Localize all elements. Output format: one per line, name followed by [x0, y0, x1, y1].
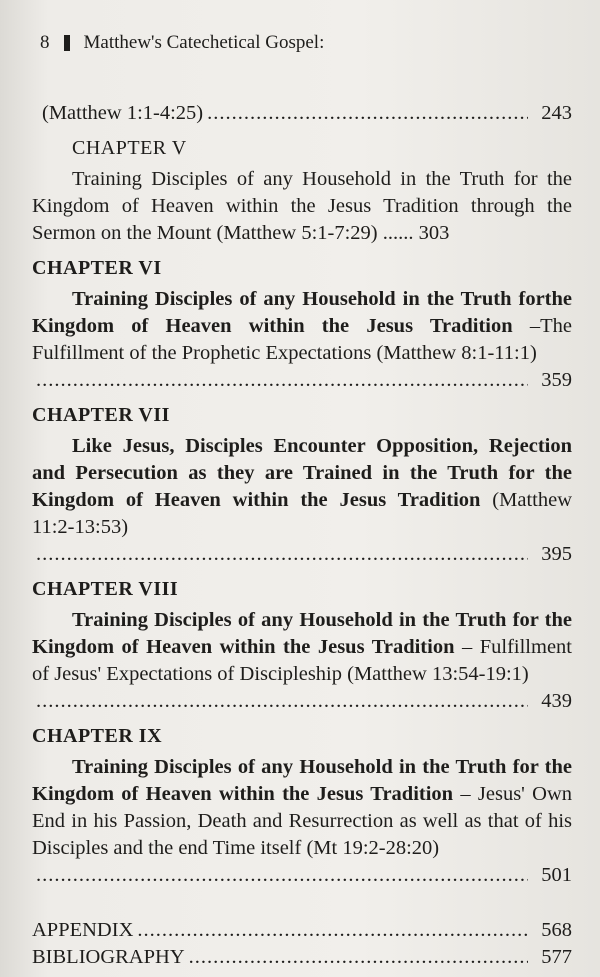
chapter-ix-entry — [32, 754, 572, 862]
chapter-viii-entry — [32, 607, 572, 688]
chapter-viii-page: 439 — [541, 690, 572, 712]
bibliography-label: BIBLIOGRAPHY — [32, 946, 185, 968]
chapter-heading-viii: CHAPTER VIII — [32, 578, 179, 600]
chapter-ix-title-rest: – Jesus' Own End in his Passion, Death and Resurrection as well as that of his Disciples and the end Time itself (Mt 19:2-28:20) — [32, 783, 572, 859]
chapter-viii-page-line — [32, 688, 572, 715]
chapter-vi-page-line — [32, 367, 572, 394]
header-bullet — [64, 35, 70, 51]
chapter-vii-entry — [32, 433, 572, 541]
toc-entry-bibliography — [32, 944, 572, 971]
leader-dots — [36, 367, 528, 394]
appendix-label: APPENDIX — [32, 919, 134, 941]
toc-entry-ch4-end — [32, 100, 572, 127]
chapter-vii-page-line — [32, 541, 572, 568]
toc-entry-appendix — [32, 917, 572, 944]
running-header — [40, 32, 324, 54]
chapter-v-page: 303 — [418, 222, 450, 244]
appendix-page: 568 — [541, 919, 572, 941]
leader-dots — [36, 862, 528, 889]
chapter-vi-title-bold: Training Disciples of any Household in the Truth forthe Kingdom of Heaven within the Jesus Tradition — [32, 288, 572, 337]
chapter-ix-page-line — [32, 862, 572, 889]
leader-dots — [36, 541, 528, 568]
chapter-viii-title-rest: – Fulfillment of Jesus' Expectations of Discipleship (Matthew 13:54-19:1) — [32, 636, 572, 685]
table-of-contents — [32, 100, 572, 971]
chapter-ix-title-bold: Training Disciples of any Household in the Truth for the Kingdom of Heaven within the Jesus Tradition — [32, 756, 572, 805]
page-number: 8 — [40, 32, 50, 53]
chapter-heading-vi: CHAPTER VI — [32, 257, 162, 279]
chapter-heading-vii: CHAPTER VII — [32, 404, 170, 426]
chapter-v-entry — [32, 166, 572, 247]
chapter-heading-v: CHAPTER V — [72, 137, 187, 159]
chapter-vii-title-rest: (Matthew 11:2-13:53) — [32, 489, 572, 538]
leader-dots — [36, 688, 528, 715]
leader-dots — [137, 917, 528, 944]
chapter-vii-page: 395 — [541, 543, 572, 565]
chapter-v-title: Training Disciples of any Household in the Truth for the Kingdom of Heaven within the Jesus Tradition through the Sermon on the Mount (Matthew 5:1-7:29) — [32, 168, 572, 244]
chapter-v-dots: ...... — [382, 222, 414, 244]
chapter-ix-page: 501 — [541, 864, 572, 886]
chapter-vi-title-rest: –The Fulfillment of the Prophetic Expectations (Matthew 8:1-11:1) — [32, 315, 573, 364]
chapter-vi-page: 359 — [541, 369, 572, 391]
toc-entry-text: (Matthew 1:1-4:25) — [42, 102, 204, 124]
toc-page-number: 243 — [541, 102, 572, 124]
chapter-vi-entry — [32, 286, 572, 367]
chapter-vii-title-bold: Like Jesus, Disciples Encounter Opposition, Rejection and Persecution as they are Trained in the Truth for the Kingdom of Heaven within the Jesus Tradition — [32, 435, 572, 511]
leader-dots — [207, 100, 528, 127]
leader-dots — [189, 944, 528, 971]
bibliography-page: 577 — [541, 946, 572, 968]
running-title: Matthew's Catechetical Gospel: — [83, 32, 325, 53]
chapter-viii-title-bold: Training Disciples of any Household in the Truth for the Kingdom of Heaven within the Jesus Tradition — [32, 609, 572, 658]
chapter-heading-ix: CHAPTER IX — [32, 725, 163, 747]
